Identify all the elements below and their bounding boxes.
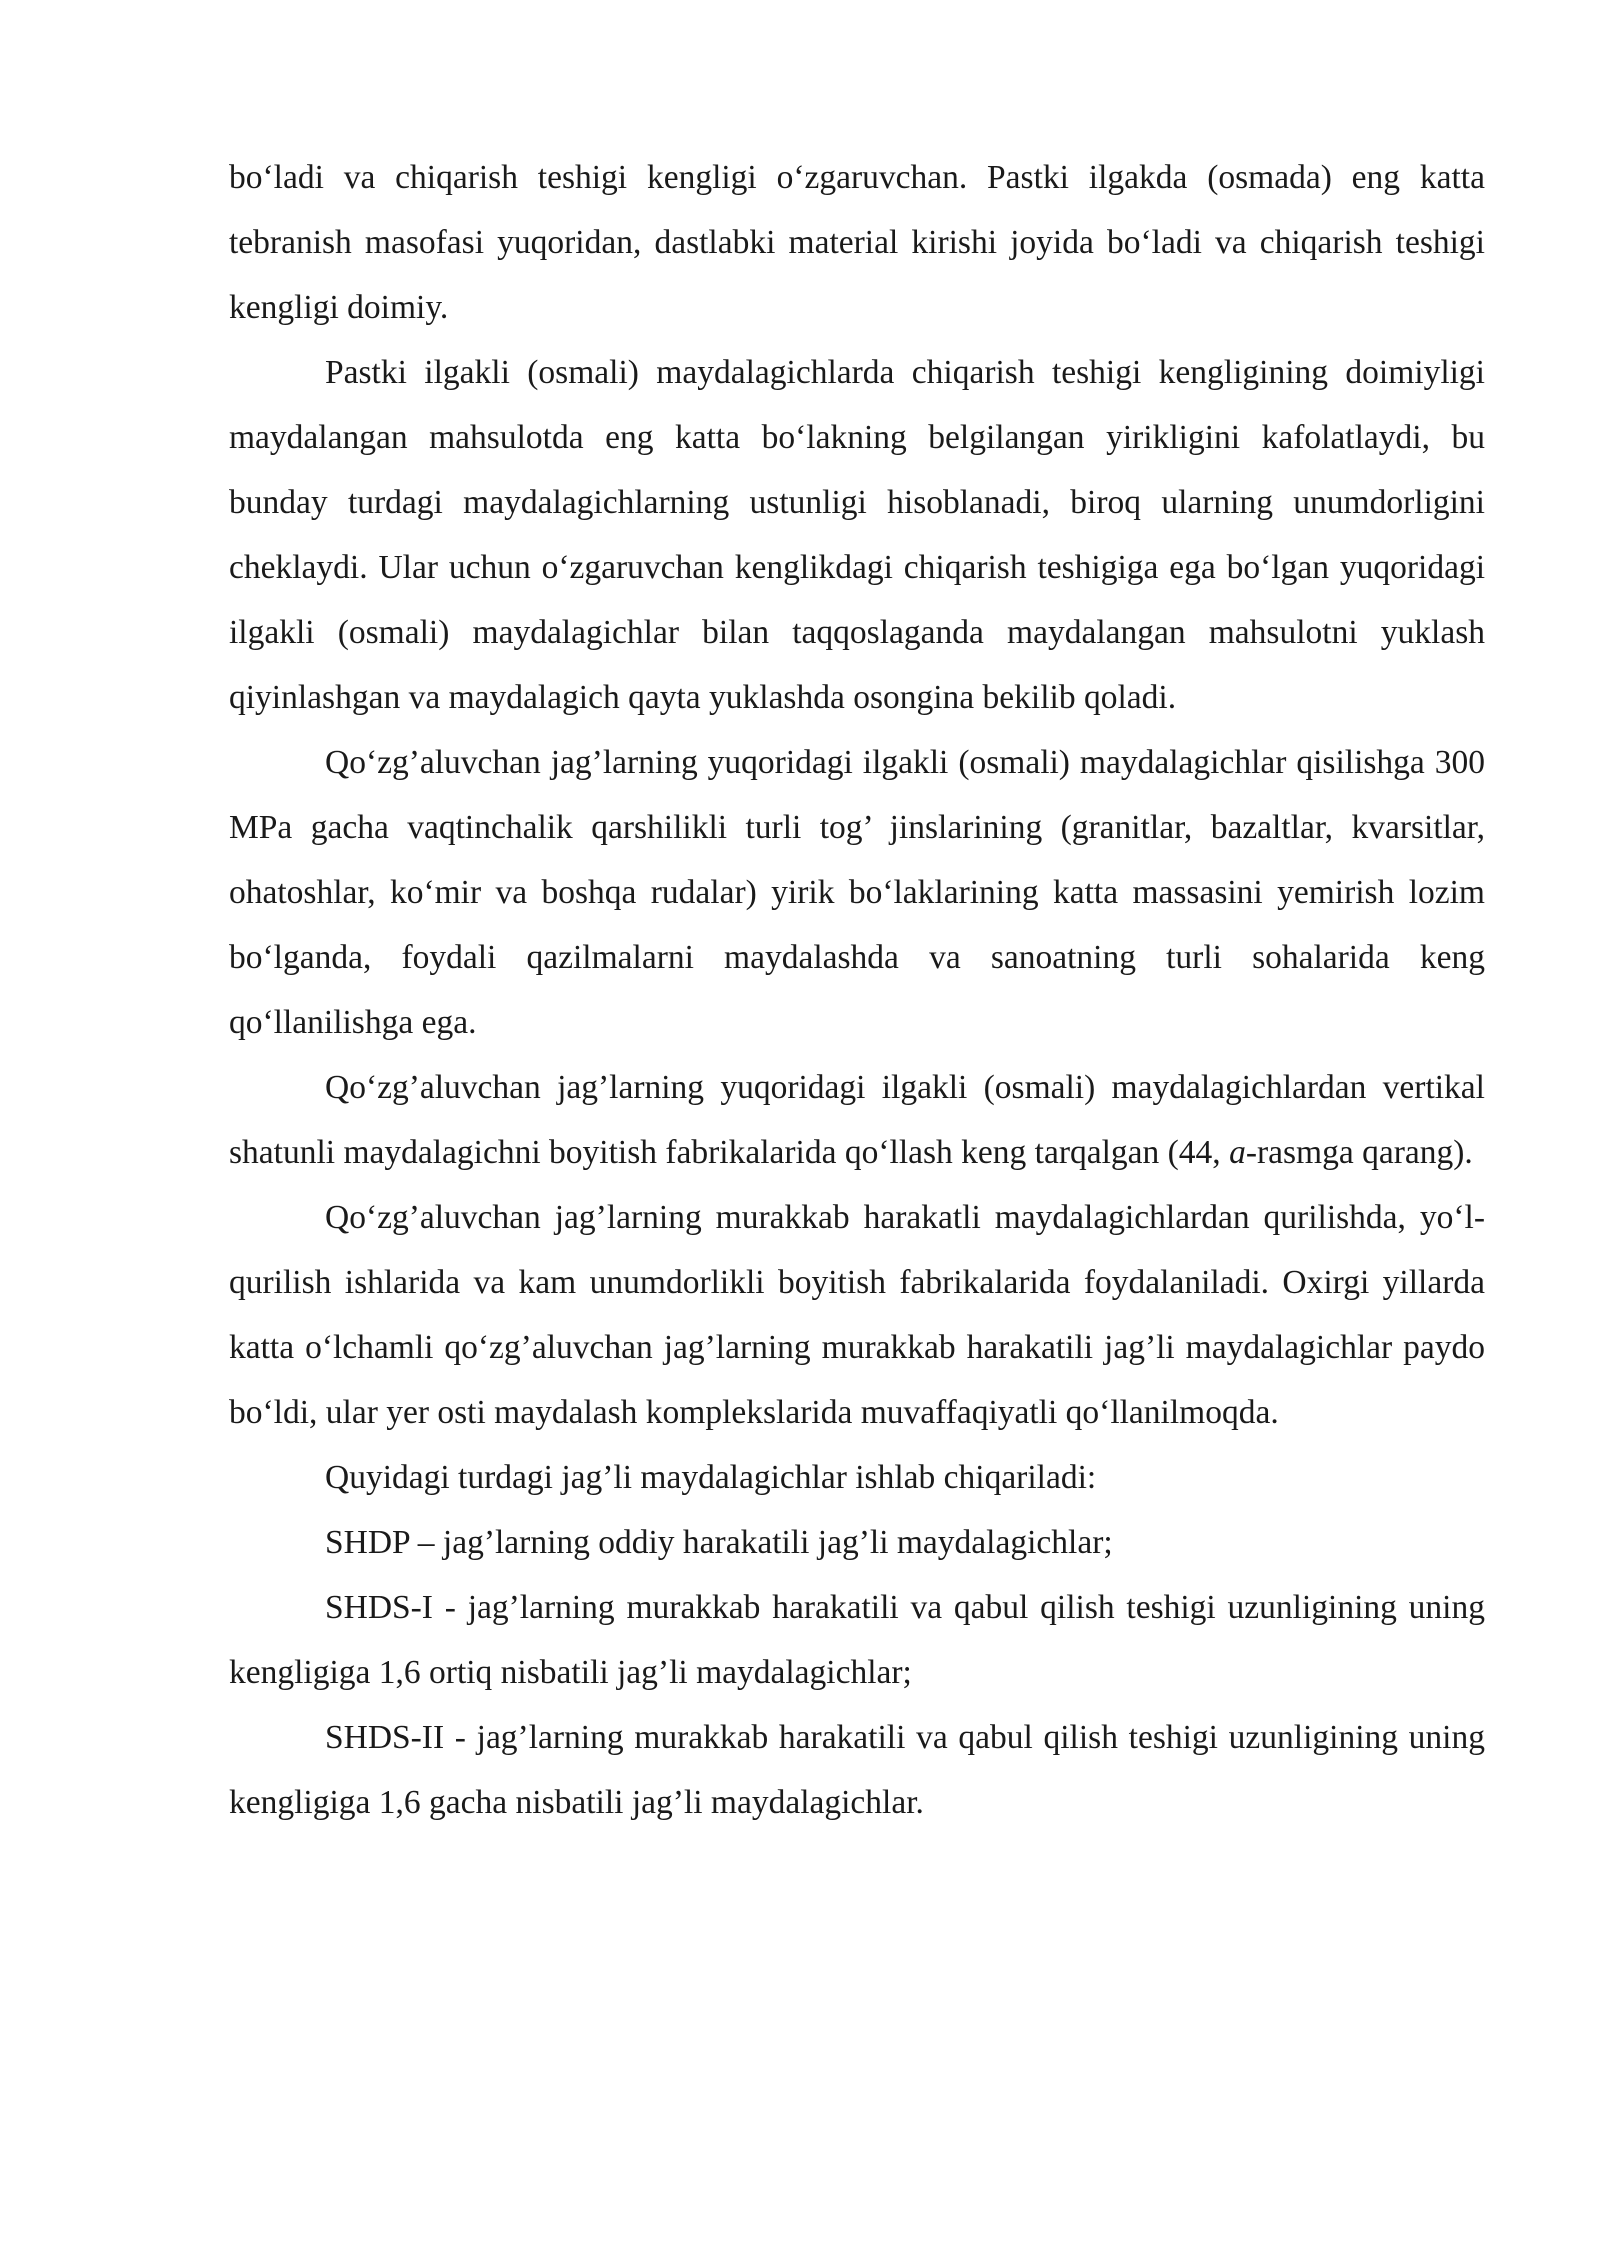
paragraph-1: bo‘ladi va chiqarish teshigi kengligi o‘zgaruvchan. Pastki ilgakda (osmada) eng katta tebranish masofasi yuqoridan, dastlabki material kirishi joyida bo‘ladi va chiqarish teshigi kengligi doimiy. (229, 159, 1485, 326)
paragraph-5: Qo‘zg’aluvchan jag’larning murakkab harakatli maydalagichlardan qurilishda, yo‘l-qurilish ishlarida va kam unumdorlikli boyitish fabrikalarida foydalaniladi. Oxirgi yillarda katta o‘lchamli qo‘zg’aluvchan jag’larning murakkab harakatili jag’li maydalagichlar paydo bo‘ldi, ular yer osti maydalash komplekslarida muvaffaqiyatli qo‘llanilmoqda. (229, 1199, 1485, 1431)
list-item-shds-ii: SHDS-II - jag’larning murakkab harakatili va qabul qilish teshigi uzunligining uning kengligiga 1,6 gacha nisbatili jag’li maydalagichlar. (229, 1719, 1485, 1821)
paragraph-2: Pastki ilgakli (osmali) maydalagichlarda chiqarish teshigi kengligining doimiyligi maydalangan mahsulotda eng katta bo‘lakning belgilangan yirikligini kafolatlaydi, bu bunday turdagi maydalagichlarning ustunligi hisoblanadi, biroq ularning unumdorligini cheklaydi. Ular uchun o‘zgaruvchan kenglikdagi chiqarish teshigiga ega bo‘lgan yuqoridagi ilgakli (osmali) maydalagichlar bilan taqqoslaganda maydalangan mahsulotni yuklash qiyinlashgan va maydalagich qayta yuklashda osongina bekilib qoladi. (229, 354, 1485, 716)
paragraph-3: Qo‘zg’aluvchan jag’larning yuqoridagi ilgakli (osmali) maydalagichlar qisilishga 300 MPa gacha vaqtinchalik qarshilikli turli tog’ jinslarining (granitlar, bazaltlar, kvarsitlar, ohatoshlar, ko‘mir va boshqa rudalar) yirik bo‘laklarining katta massasini yemirish lozim bo‘lganda, foydali qazilmalarni maydalashda va sanoatning turli sohalarida keng qo‘llanilishga ega. (229, 744, 1485, 1041)
list-item-shds-i: SHDS-I - jag’larning murakkab harakatili va qabul qilish teshigi uzunligining uning kengligiga 1,6 ortiq nisbatili jag’li maydalagichlar; (229, 1589, 1485, 1691)
paragraph-4-text: Qo‘zg’aluvchan jag’larning yuqoridagi ilgakli (osmali) maydalagichlardan vertikal shatunli maydalagichni boyitish fabrikalarida qo‘llash keng tarqalgan (44, (229, 1069, 1485, 1171)
paragraph-4-italic: a (1229, 1134, 1246, 1171)
paragraph-4 (229, 1055, 1485, 1185)
paragraph-4-text-end: -rasmga qarang). (1245, 1134, 1473, 1171)
document-page (229, 145, 1485, 1835)
paragraph-6: Quyidagi turdagi jag’li maydalagichlar ishlab chiqariladi: (325, 1459, 1097, 1496)
list-item-shdp: SHDP – jag’larning oddiy harakatili jag’li maydalagichlar; (325, 1524, 1113, 1561)
